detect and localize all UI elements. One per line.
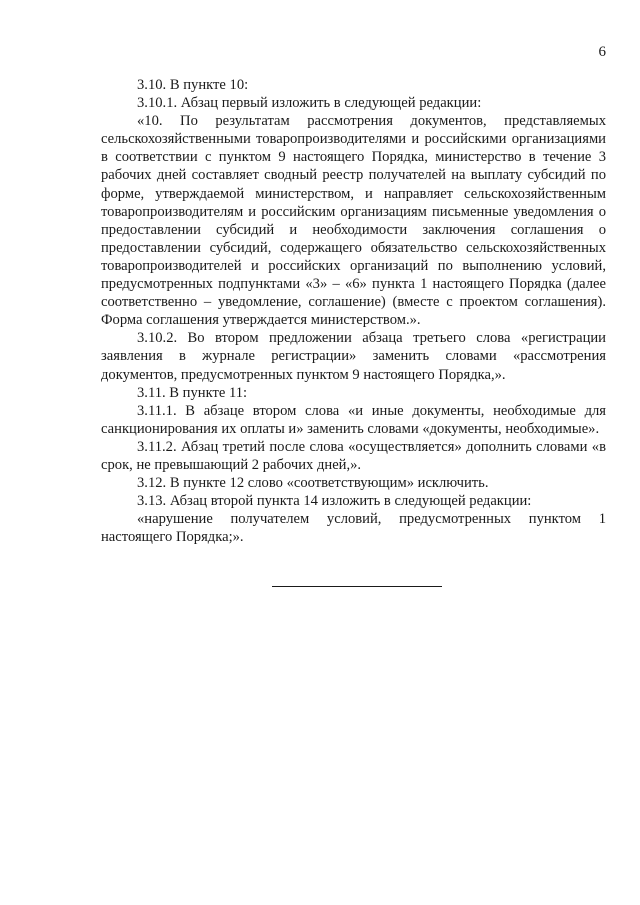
paragraph-3-10-1: 3.10.1. Абзац первый изложить в следующей редакции: (137, 95, 482, 112)
paragraph-3-11-1: 3.11.1. В абзаце втором слова «и иные документы, необходимые для санкционирования их оплаты и» заменить словами «документы, необходимые». (101, 402, 606, 437)
paragraph-point-14-text: «нарушение получателем условий, предусмотренных пунктом 1 настоящего Порядка;». (101, 511, 606, 546)
document-body (101, 76, 606, 546)
paragraph-3-11: 3.11. В пункте 11: (137, 384, 248, 401)
page-number: 6 (598, 44, 606, 60)
paragraph-3-12: 3.12. В пункте 12 слово «соответствующим» исключить. (137, 475, 489, 492)
end-divider-line (272, 586, 442, 587)
paragraph-3-13: 3.13. Абзац второй пункта 14 изложить в следующей редакции: (137, 493, 532, 510)
paragraph-3-10-2: 3.10.2. Во втором предложении абзаца третьего слова «регистрации заявления в журнале регистрации» заменить словами «рассмотрения документов, предусмотренных пунктом 9 настоящего Порядка,». (101, 330, 606, 383)
paragraph-point-10-text: «10. По результатам рассмотрения документов, представляемых сельскохозяйственными товаропроизводителями и российскими организациями в соответствии с пунктом 9 настоящего Порядка, министерство в течение 3 рабочих дней составляет сводный реестр получателей на выплату субсидий по форме, утверждаемой министерством, и направляет сельскохозяйственным товаропроизводителям и российским организациям письменные уведомления о предоставлении субсидий и необходимости заключения соглашения о предоставлении субсидий, содержащего обязательство сельскохозяйственных товаропроизводителей и российских организаций по выполнению условий, предусмотренных подпунктами «3» – «6» пункта 1 настоящего Порядка (далее соответственно – уведомление, соглашение) (вместе с проектом соглашения). Форма соглашения утверждается министерством.». (101, 113, 606, 329)
paragraph-3-11-2: 3.11.2. Абзац третий после слова «осуществляется» дополнить словами «в срок, не превышающий 2 рабочих дней,». (101, 438, 606, 473)
paragraph-3-10: 3.10. В пункте 10: (137, 77, 249, 93)
